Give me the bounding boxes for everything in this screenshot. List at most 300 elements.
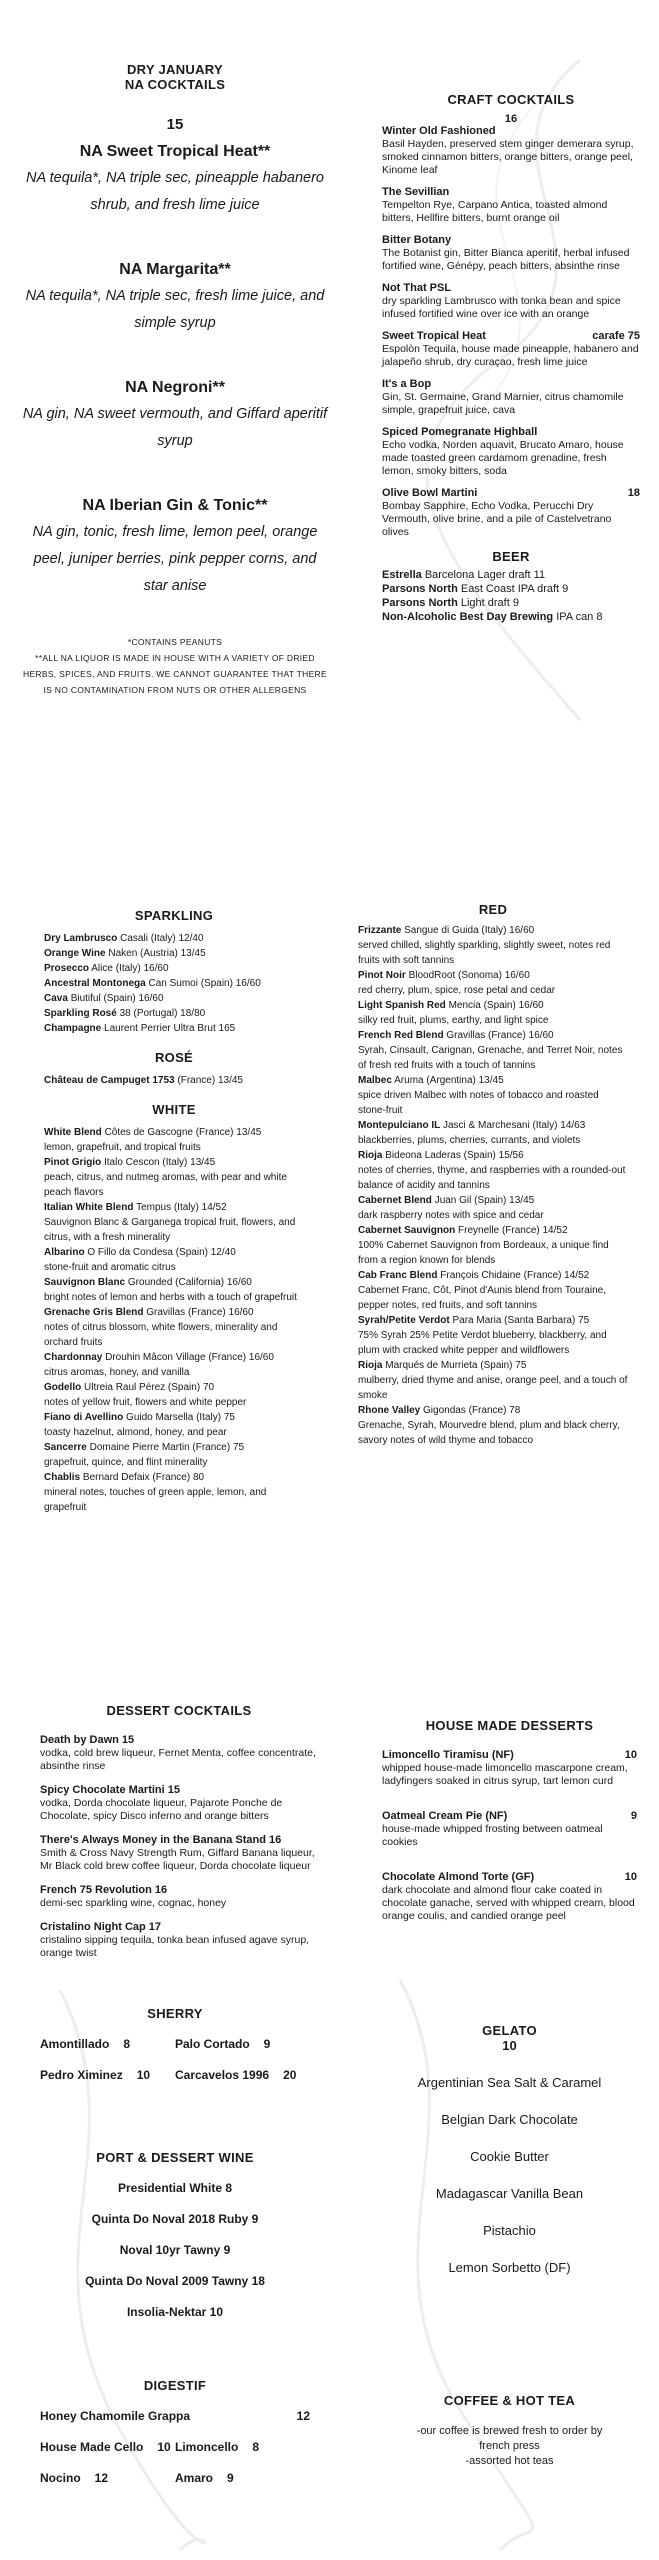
wine-item xyxy=(358,968,628,998)
wine-line xyxy=(358,1148,628,1163)
item-price: 8 xyxy=(123,2037,131,2051)
wine-item xyxy=(358,923,628,968)
wine-item xyxy=(44,1021,304,1036)
wine-detail: Gravillas (France) 16/60 xyxy=(446,1030,554,1041)
wine-line xyxy=(358,1358,628,1373)
cocktail-item xyxy=(382,378,640,417)
beer-title: BEER xyxy=(492,549,530,564)
wine-line xyxy=(358,1118,628,1133)
wine-desc: silky red fruit, plums, earthy, and light spice xyxy=(358,1015,549,1026)
craft-cocktails-title: CRAFT COCKTAILS xyxy=(447,92,575,107)
wine-name: Sparkling Rosé xyxy=(44,1008,117,1019)
wine-line xyxy=(44,931,304,946)
wine-desc: mineral notes, touches of green apple, lemon, and grapefruit xyxy=(44,1487,267,1513)
wine-item xyxy=(358,1268,628,1313)
wine-name: Fiano di Avellino xyxy=(44,1412,124,1423)
craft-price: 16 xyxy=(504,113,518,125)
wine-detail: François Chidaine (France) 14/52 xyxy=(440,1270,590,1281)
wine-detail: Biutiful (Spain) 16/60 xyxy=(70,993,164,1004)
wine-name: Prosecco xyxy=(44,963,90,974)
wine-item xyxy=(44,1006,304,1021)
wine-line xyxy=(44,1410,304,1425)
wine-item xyxy=(44,1470,304,1515)
wine-item xyxy=(358,1193,628,1223)
gelato-list xyxy=(382,2075,637,2275)
wine-desc: notes of cherries, thyme, and raspberries with a rounded-out balance of acidity and tannins xyxy=(358,1165,626,1191)
wine-left-column xyxy=(44,908,304,1515)
port-title: PORT & DESSERT WINE xyxy=(96,2150,254,2165)
wine-name: Sauvignon Blanc xyxy=(44,1277,126,1288)
wine-name: Chardonnay xyxy=(44,1352,103,1363)
cocktail-desc: Bombay Sapphire, Echo Vodka, Perucchi Dry Vermouth, olive brine, and a pile of Castelvetrano olives xyxy=(382,500,612,538)
wine-line xyxy=(358,998,628,1013)
item-price: 9 xyxy=(263,2037,271,2051)
beer-item xyxy=(382,596,640,610)
menu-cell xyxy=(175,2440,310,2454)
wine-line xyxy=(358,1268,628,1283)
wine-item xyxy=(44,931,304,946)
red-title: RED xyxy=(478,902,508,917)
cocktail-desc: Echo vodka, Norden aquavit, Brucato Amaro, house made toasted green cardamom grenadine, fresh lemon, smoky bitters, soda xyxy=(382,439,624,477)
cocktail-price: 18 xyxy=(627,487,640,499)
wine-detail: Juan Gil (Spain) 13/45 xyxy=(434,1195,535,1206)
wine-item xyxy=(358,1223,628,1268)
sherry-section xyxy=(40,2006,310,2099)
white-title: WHITE xyxy=(152,1102,196,1117)
wine-item xyxy=(358,1073,628,1118)
gelato-flavor: Lemon Sorbetto (DF) xyxy=(448,2260,571,2275)
wine-line xyxy=(44,1380,304,1395)
house-dessert-list xyxy=(382,1749,637,1923)
cocktail-price: carafe 75 xyxy=(592,330,640,342)
wine-line xyxy=(44,961,304,976)
na-cocktail-list xyxy=(20,143,330,600)
na-cocktails-subtitle: NA COCKTAILS xyxy=(124,77,226,92)
wine-detail: Marqués de Murrieta (Spain) 75 xyxy=(385,1360,527,1371)
wine-detail: Para Maria (Santa Barbara) 75 xyxy=(452,1315,590,1326)
beer-item xyxy=(382,568,640,582)
item-price: 12 xyxy=(94,2471,109,2485)
wine-name: Sancerre xyxy=(44,1442,87,1453)
wine-name: Godello xyxy=(44,1382,82,1393)
item-price: 8 xyxy=(252,2440,260,2454)
item-name: Palo Cortado xyxy=(175,2037,250,2051)
wine-detail: Gigondas (France) 78 xyxy=(423,1405,521,1416)
digestif-section xyxy=(40,2378,310,2502)
cocktail-name: Sweet Tropical Heat xyxy=(382,330,486,342)
wine-detail: Can Sumoi (Spain) 16/60 xyxy=(148,978,261,989)
cocktail-item xyxy=(382,125,640,177)
dessert-name: Limoncello Tiramisu (NF) xyxy=(382,1749,514,1761)
wine-detail: Naken (Austria) 13/45 xyxy=(108,948,206,959)
wine-detail: Casali (Italy) 12/40 xyxy=(120,933,204,944)
item-name: House Made Cello xyxy=(40,2440,144,2454)
wine-desc: 100% Cabernet Sauvignon from Bordeaux, a unique find from a region known for blends xyxy=(358,1240,609,1266)
wine-detail: Tempus (Italy) 14/52 xyxy=(136,1202,227,1213)
wine-name: Cava xyxy=(44,993,68,1004)
wine-desc: red cherry, plum, spice, rose petal and cedar xyxy=(358,985,556,996)
item-price: 9 xyxy=(227,2471,234,2485)
wine-detail: O Fillo da Condesa (Spain) 12/40 xyxy=(87,1247,236,1258)
cocktail-name-row xyxy=(382,426,640,439)
wine-item xyxy=(44,946,304,961)
beer-name: Parsons North xyxy=(382,583,458,595)
wine-name: Albarino xyxy=(44,1247,85,1258)
rose-list xyxy=(44,1073,304,1088)
gelato-flavor: Belgian Dark Chocolate xyxy=(441,2112,578,2127)
dessert-item xyxy=(382,1810,637,1849)
wine-line xyxy=(44,1155,304,1170)
wine-item xyxy=(358,1028,628,1073)
dessert-cocktail-item xyxy=(40,1784,318,1823)
coffee-title: COFFEE & HOT TEA xyxy=(443,2393,576,2408)
dessert-cocktail-item xyxy=(40,1921,318,1960)
wine-detail: Bideona Laderas (Spain) 15/56 xyxy=(385,1150,524,1161)
cocktail-item xyxy=(382,330,640,369)
cocktail-desc: Gin, St. Germaine, Grand Marnier, citrus chamomile simple, grapefruit juice, cava xyxy=(382,391,624,416)
wine-line xyxy=(44,1350,304,1365)
wine-desc: Sauvignon Blanc & Garganega tropical fruit, flowers, and citrus, with a fresh minerality xyxy=(44,1217,296,1243)
wine-desc: toasty hazelnut, almond, honey, and pear xyxy=(44,1427,227,1438)
gelato-flavor: Pistachio xyxy=(483,2223,536,2238)
na-drink-name: NA Iberian Gin & Tonic** xyxy=(82,497,268,514)
wine-line xyxy=(44,976,304,991)
cocktail-desc: The Botanist gin, Bitter Bianca aperitif, herbal infused fortified wine, Génépy, peach bitters, absinthe rinse xyxy=(382,247,630,272)
wine-detail: Domaine Pierre Martin (France) 75 xyxy=(89,1442,245,1453)
na-drink-name: NA Margarita** xyxy=(119,261,231,278)
wine-name: Cab Franc Blend xyxy=(358,1270,438,1281)
wine-line xyxy=(44,1021,304,1036)
dry-january-section xyxy=(20,62,330,698)
wine-desc: citrus aromas, honey, and vanilla xyxy=(44,1367,190,1378)
beer-name: Estrella xyxy=(382,569,422,581)
dessert-cocktail-list xyxy=(40,1734,318,1960)
na-drink-desc: NA gin, NA sweet vermouth, and Giffard aperitif syrup xyxy=(22,406,328,449)
peanut-note: *CONTAINS PEANUTS xyxy=(127,637,223,647)
wine-desc: spice driven Malbec with notes of tobacco and roasted stone-fruit xyxy=(358,1090,599,1116)
wine-detail: Drouhin Mâcon Village (France) 16/60 xyxy=(105,1352,274,1363)
wine-item xyxy=(44,1200,304,1245)
cocktail-name-row xyxy=(382,487,640,500)
wine-detail: Laurent Perrier Ultra Brut 165 xyxy=(104,1023,236,1034)
dessert-item xyxy=(382,1871,637,1923)
dessert-cocktail-name: Spicy Chocolate Martini 15 xyxy=(40,1784,180,1796)
dessert-cocktail-desc: demi-sec sparkling wine, cognac, honey xyxy=(40,1897,227,1909)
na-drink-desc: NA gin, tonic, fresh lime, lemon peel, orange peel, juniper berries, pink pepper corns, and star anise xyxy=(32,524,318,594)
wine-name: Rioja xyxy=(358,1150,383,1161)
beer-item xyxy=(382,610,640,624)
dessert-desc: house-made whipped frosting between oatmeal cookies xyxy=(382,1823,603,1848)
item-name: Carcavelos 1996 xyxy=(175,2068,270,2082)
wine-line xyxy=(44,1470,304,1485)
wine-line xyxy=(44,1073,304,1088)
wine-item xyxy=(44,1125,304,1155)
wine-detail: Italo Cescon (Italy) 13/45 xyxy=(104,1157,216,1168)
wine-name: Light Spanish Red xyxy=(358,1000,446,1011)
item-name: Amaro xyxy=(175,2471,214,2485)
rose-title: ROSÉ xyxy=(154,1050,194,1065)
port-item: Quinta Do Noval 2018 Ruby 9 xyxy=(91,2212,259,2226)
wine-detail: Jasci & Marchesani (Italy) 14/63 xyxy=(443,1120,586,1131)
wine-line xyxy=(44,1305,304,1320)
wine-name: Malbec xyxy=(358,1075,392,1086)
menu-cell xyxy=(40,2068,175,2082)
cocktail-name: Not That PSL xyxy=(382,282,452,294)
na-drink-name: NA Sweet Tropical Heat** xyxy=(79,143,271,160)
wine-item xyxy=(358,1118,628,1148)
house-desserts-section xyxy=(382,1718,637,1945)
cocktail-name: It's a Bop xyxy=(382,378,432,390)
house-desserts-title: HOUSE MADE DESSERTS xyxy=(425,1718,594,1733)
wine-item xyxy=(44,1245,304,1275)
beer-item xyxy=(382,582,640,596)
gelato-flavor: Argentinian Sea Salt & Caramel xyxy=(417,2075,602,2090)
wine-name: Château de Campuget 1753 xyxy=(44,1075,175,1086)
wine-name: Frizzante xyxy=(358,925,402,936)
beer-desc: Light draft 9 xyxy=(460,597,519,609)
menu-cell xyxy=(40,2440,175,2454)
menu-cell xyxy=(40,2471,175,2485)
dessert-name: Oatmeal Cream Pie (NF) xyxy=(382,1810,508,1822)
wine-item xyxy=(44,991,304,1006)
cocktail-name: Olive Bowl Martini xyxy=(382,487,478,499)
wine-line xyxy=(44,1440,304,1455)
wine-desc: bright notes of lemon and herbs with a touch of grapefruit xyxy=(44,1292,297,1303)
wine-name: French Red Blend xyxy=(358,1030,444,1041)
cocktail-item xyxy=(382,282,640,321)
wine-line xyxy=(44,991,304,1006)
wine-name: Dry Lambrusco xyxy=(44,933,118,944)
item-name: Pedro Ximinez xyxy=(40,2068,123,2082)
dessert-cocktail-name: French 75 Revolution 16 xyxy=(40,1884,168,1896)
wine-desc: peach, citrus, and nutmeg aromas, with pear and white peach flavors xyxy=(44,1172,287,1198)
craft-cocktail-list xyxy=(382,125,640,539)
cocktail-desc: Basil Hayden, preserved stem ginger demerara syrup, smoked cinnamon bitters, orange bitters, orange peel, Kinome leaf xyxy=(382,138,634,176)
gelato-section xyxy=(382,2023,637,2297)
wine-line xyxy=(358,923,628,938)
cocktail-name: The Sevillian xyxy=(382,186,450,198)
wine-name: Orange Wine xyxy=(44,948,106,959)
menu-cell xyxy=(40,2409,310,2423)
wine-detail: Gravillas (France) 16/60 xyxy=(146,1307,254,1318)
wine-detail: BloodRoot (Sonoma) 16/60 xyxy=(408,970,530,981)
item-name: Nocino xyxy=(40,2471,81,2485)
wine-detail: Aruma (Argentina) 13/45 xyxy=(394,1075,504,1086)
cocktail-desc: Espolòn Tequila, house made pineapple, habanero and jalapeño shrub, dry curaçao, fresh lime juice xyxy=(382,343,639,368)
beer-list xyxy=(382,568,640,624)
wine-item xyxy=(44,961,304,976)
wine-desc: grapefruit, quince, and flint minerality xyxy=(44,1457,208,1468)
item-price: 20 xyxy=(283,2068,297,2082)
wine-line xyxy=(358,1403,628,1418)
beer-desc: IPA can 8 xyxy=(556,611,603,623)
sparkling-title: SPARKLING xyxy=(134,908,214,923)
wine-line xyxy=(358,1073,628,1088)
wine-name: Rioja xyxy=(358,1360,383,1371)
wine-item xyxy=(44,1305,304,1350)
menu-row xyxy=(40,2440,310,2454)
cocktail-item xyxy=(382,234,640,273)
wine-line xyxy=(44,946,304,961)
wine-detail: Ultreia Raul Pérez (Spain) 70 xyxy=(84,1382,215,1393)
wine-detail: Alice (Italy) 16/60 xyxy=(91,963,169,974)
dessert-cocktail-desc: vodka, cold brew liqueur, Fernet Menta, coffee concentrate, absinthe rinse xyxy=(40,1747,316,1772)
dessert-price: 10 xyxy=(624,1871,637,1883)
item-price: 10 xyxy=(136,2068,151,2082)
dessert-cocktails-section xyxy=(40,1703,318,1971)
wine-desc: served chilled, slightly sparkling, slightly sweet, notes red fruits with soft tannins xyxy=(358,940,611,966)
cocktail-name: Winter Old Fashioned xyxy=(382,125,496,137)
cocktail-name: Bitter Botany xyxy=(382,234,452,246)
menu-cell xyxy=(40,2037,175,2051)
red-wine-column xyxy=(358,902,628,1448)
wine-name: Cabernet Sauvignon xyxy=(358,1225,456,1236)
wine-line xyxy=(44,1006,304,1021)
beer-desc: East Coast IPA draft 9 xyxy=(460,583,569,595)
wine-desc: notes of yellow fruit, flowers and white pepper xyxy=(44,1397,247,1408)
sparkling-list xyxy=(44,931,304,1036)
menu-row xyxy=(40,2471,310,2485)
item-name: Amontillado xyxy=(40,2037,110,2051)
na-liquor-note: **ALL NA LIQUOR IS MADE IN HOUSE WITH A VARIETY OF DRIED HERBS, SPICES, AND FRUITS. WE CANNOT GUARANTEE THAT THERE IS NO CONTAMINATION FROM NUTS OR OTHER ALLERGENS xyxy=(23,653,327,695)
menu-row xyxy=(40,2037,310,2051)
na-drink-desc: NA tequila*, NA triple sec, fresh lime juice, and simple syrup xyxy=(25,288,325,331)
cocktail-item xyxy=(382,186,640,225)
wine-item xyxy=(44,1410,304,1440)
wine-line xyxy=(44,1200,304,1215)
wine-item xyxy=(358,1313,628,1358)
port-item: Presidential White 8 xyxy=(117,2181,233,2195)
wine-name: Cabernet Blend xyxy=(358,1195,432,1206)
wine-detail: Sangue di Guida (Italy) 16/60 xyxy=(404,925,535,936)
dessert-item xyxy=(382,1749,637,1788)
menu-cell xyxy=(175,2068,310,2082)
wine-line xyxy=(358,1313,628,1328)
menu-cell xyxy=(175,2037,310,2051)
wine-item xyxy=(44,1155,304,1200)
wine-desc: Cabernet Franc, Côt, Pinot d'Aunis blend from Touraine, pepper notes, red fruits, and soft tannins xyxy=(358,1285,606,1311)
dessert-cocktail-desc: cristalino sipping tequila, tonka bean infused agave syrup, orange twist xyxy=(40,1934,310,1959)
wine-detail: Mencia (Spain) 16/60 xyxy=(448,1000,544,1011)
wine-item xyxy=(358,1403,628,1448)
wine-detail: Bernard Defaix (France) 80 xyxy=(82,1472,205,1483)
gelato-title: GELATO xyxy=(482,2023,537,2038)
dessert-cocktail-item xyxy=(40,1734,318,1773)
na-drink-desc: NA tequila*, NA triple sec, pineapple habanero shrub, and fresh lime juice xyxy=(26,170,324,213)
wine-desc: stone-fruit and aromatic citrus xyxy=(44,1262,176,1273)
wine-name: Italian White Blend xyxy=(44,1202,134,1213)
port-section xyxy=(40,2150,310,2336)
na-drink-name: NA Negroni** xyxy=(125,379,225,396)
menu-row xyxy=(40,2409,310,2423)
port-item: Quinta Do Noval 2009 Tawny 18 xyxy=(85,2274,265,2288)
beer-name: Parsons North xyxy=(382,597,458,609)
cocktail-name: Spiced Pomegranate Highball xyxy=(382,426,538,438)
item-price: 10 xyxy=(157,2440,171,2454)
wine-name: Pinot Noir xyxy=(358,970,406,981)
wine-detail: Freynelle (France) 14/52 xyxy=(458,1225,568,1236)
allergen-notes xyxy=(20,634,330,698)
gelato-price: 10 xyxy=(502,2038,517,2053)
wine-item xyxy=(358,1358,628,1403)
wine-desc: lemon, grapefruit, and tropical fruits xyxy=(44,1142,201,1153)
dessert-cocktail-name: There's Always Money in the Banana Stand 16 xyxy=(40,1834,282,1846)
menu-row xyxy=(40,2068,310,2082)
cocktail-item xyxy=(382,487,640,539)
port-item: Insolia-Nektar 10 xyxy=(126,2305,224,2319)
dessert-desc: dark chocolate and almond flour cake coated in chocolate ganache, served with whipped cream, blood orange coulis, and candied orange peel xyxy=(382,1884,635,1922)
wine-line xyxy=(358,1028,628,1043)
beer-desc: Barcelona Lager draft 11 xyxy=(424,569,546,581)
sherry-title: SHERRY xyxy=(147,2006,203,2021)
wine-name: Pinot Grigio xyxy=(44,1157,102,1168)
wine-name: Montepulciano IL xyxy=(358,1120,441,1131)
craft-cocktails-section xyxy=(382,92,640,624)
wine-detail: Côtes de Gascogne (France) 13/45 xyxy=(104,1127,262,1138)
menu-cell xyxy=(175,2471,310,2485)
item-price: 12 xyxy=(296,2409,310,2423)
wine-item xyxy=(44,1380,304,1410)
cocktail-name-row xyxy=(382,186,640,199)
wine-line xyxy=(44,1275,304,1290)
wine-desc: mulberry, dried thyme and anise, orange peel, and a touch of smoke xyxy=(358,1375,628,1401)
dessert-cocktail-item xyxy=(40,1834,318,1873)
dessert-cocktail-desc: Smith & Cross Navy Strength Rum, Giffard Banana liqueur, Mr Black cold brew coffee liqueur, Dorda chocolate liqueur xyxy=(40,1847,315,1872)
coffee-line: -our coffee is brewed fresh to order by french press xyxy=(416,2425,603,2452)
wine-detail: Grounded (California) 16/60 xyxy=(127,1277,252,1288)
wine-detail: 38 (Portugal) 18/80 xyxy=(119,1008,206,1019)
wine-item xyxy=(358,1148,628,1193)
wine-line xyxy=(358,1223,628,1238)
wine-line xyxy=(44,1125,304,1140)
port-item: Noval 10yr Tawny 9 xyxy=(119,2243,231,2257)
dessert-cocktails-title: DESSERT COCKTAILS xyxy=(106,1703,252,1718)
wine-desc: Syrah, Cinsault, Carignan, Grenache, and Terret Noir, notes of fresh red fruits with a touch of tannins xyxy=(358,1045,623,1071)
wine-name: Syrah/Petite Verdot xyxy=(358,1315,450,1326)
port-list xyxy=(40,2181,310,2319)
wine-item xyxy=(44,1440,304,1470)
na-price: 15 xyxy=(166,116,184,133)
dessert-name-row xyxy=(382,1871,637,1884)
gelato-flavor: Cookie Butter xyxy=(470,2149,549,2164)
cocktail-name-row xyxy=(382,234,640,247)
wine-item xyxy=(358,998,628,1028)
red-list xyxy=(358,923,628,1448)
wine-line xyxy=(358,968,628,983)
wine-name: Champagne xyxy=(44,1023,102,1034)
item-name: Limoncello xyxy=(175,2440,239,2454)
dessert-cocktail-item xyxy=(40,1884,318,1910)
cocktail-name-row xyxy=(382,125,640,138)
wine-name: Ancestral Montonega xyxy=(44,978,146,989)
cocktail-name-row xyxy=(382,282,640,295)
white-list xyxy=(44,1125,304,1515)
wine-item xyxy=(44,976,304,991)
wine-name: White Blend xyxy=(44,1127,102,1138)
dessert-cocktail-name: Death by Dawn 15 xyxy=(40,1734,135,1746)
wine-name: Chablis xyxy=(44,1472,81,1483)
wine-item xyxy=(44,1073,304,1088)
wine-name: Rhone Valley xyxy=(358,1405,421,1416)
wine-item xyxy=(44,1350,304,1380)
sherry-rows xyxy=(40,2037,310,2082)
dessert-cocktail-name: Cristalino Night Cap 17 xyxy=(40,1921,162,1933)
beer-name: Non-Alcoholic Best Day Brewing xyxy=(382,611,554,623)
wine-desc: Grenache, Syrah, Mourvedre blend, plum and black cherry, savory notes of wild thyme and tobacco xyxy=(358,1420,620,1446)
dessert-name-row xyxy=(382,1749,637,1762)
wine-desc: 75% Syrah 25% Petite Verdot blueberry, blackberry, and plum with cracked white pepper and wildflowers xyxy=(358,1330,607,1356)
dry-january-title: DRY JANUARY xyxy=(126,62,223,77)
